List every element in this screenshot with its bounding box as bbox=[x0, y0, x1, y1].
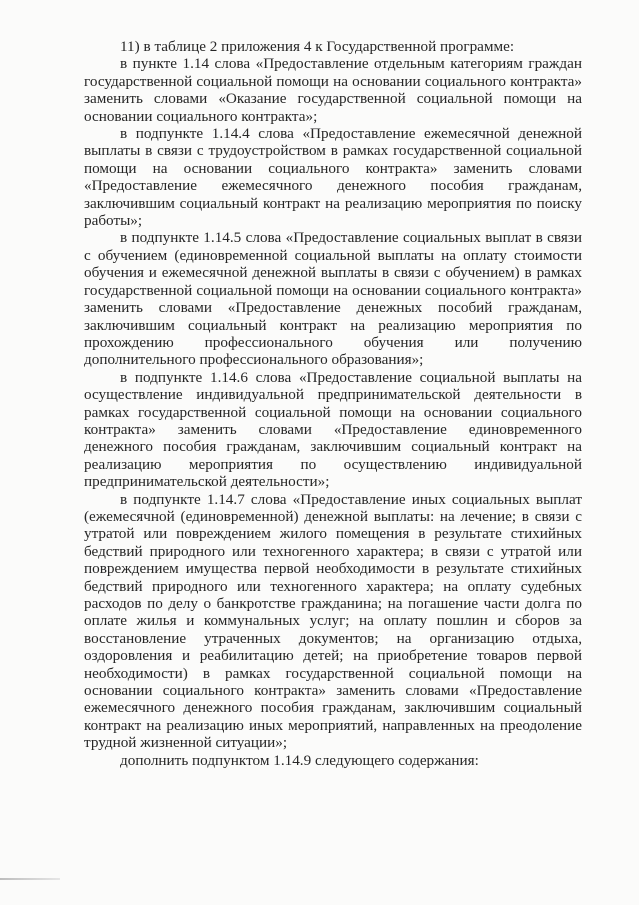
paragraph-subpoint-1-14-5: в подпункте 1.14.5 слова «Предоставление социальных выплат в связи с обучением (единовременной социальной выплаты на оплату стоимости обучения и ежемесячной денежной выплаты в связи с обучением) в рамках государственной социальной помощи на основании социального контракта» заменить словами «Предоставление денежных пособий гражданам, заключившим социальный контракт на реализацию мероприятия по прохождению профессионального обучения или получению дополнительного профессионального образования»; bbox=[84, 229, 582, 369]
paragraph-add-subpoint-1-14-9: дополнить подпунктом 1.14.9 следующего содержания: bbox=[120, 751, 479, 769]
scan-artifact-line bbox=[0, 878, 60, 880]
paragraph-subpoint-1-14-7: в подпункте 1.14.7 слова «Предоставление иных социальных выплат (ежемесячной (единовременной) денежной выплаты: на лечение; в связи с утратой или повреждением жилого помещения в результате стихийных бедствий природного или техногенного характера; в связи с утратой или повреждением имущества первой необходимости в результате стихийных бедствий природного или техногенного характера; на оплату судебных расходов по делу о банкротстве гражданина; на погашение части долга по оплате жилья и коммунальных услуг; на оплату пошлин и сборов за восстановление утраченных документов; на организацию отдыха, оздоровления и реабилитацию детей; на приобретение товаров первой необходимости) в рамках государственной социальной помощи на основании социального контракта» заменить словами «Предоставление ежемесячного денежного пособия гражданам, заключившим социальный контракт на реализацию иных мероприятий, направленных на преодоление трудной жизненной ситуации»; bbox=[84, 490, 582, 752]
paragraph-item-11-heading: 11) в таблице 2 приложения 4 к Государственной программе: bbox=[120, 38, 515, 55]
paragraph-subpoint-1-14-6: в подпункте 1.14.6 слова «Предоставление социальной выплаты на осуществление индивидуальной предпринимательской деятельности в рамках государственной социальной помощи на основании социального контракта» заменить словами «Предоставление единовременного денежного пособия гражданам, заключившим социальный контракт на реализацию мероприятия по осуществлению индивидуальной предпринимательской деятельности»; bbox=[84, 368, 582, 491]
paragraph-point-1-14: в пункте 1.14 слова «Предоставление отдельным категориям граждан государственной социальной помощи на основании социального контракта» заменить словами «Оказание государственной социальной помощи на основании социального контракта»; bbox=[84, 55, 582, 125]
document-body bbox=[84, 38, 582, 769]
paragraph-subpoint-1-14-4: в подпункте 1.14.4 слова «Предоставление ежемесячной денежной выплаты в связи с трудоустройством в рамках государственной социальной помощи на основании социального контракта» заменить словами «Предоставление ежемесячного денежного пособия гражданам, заключившим социальный контракт на реализацию мероприятия по поиску работы»; bbox=[84, 125, 582, 230]
